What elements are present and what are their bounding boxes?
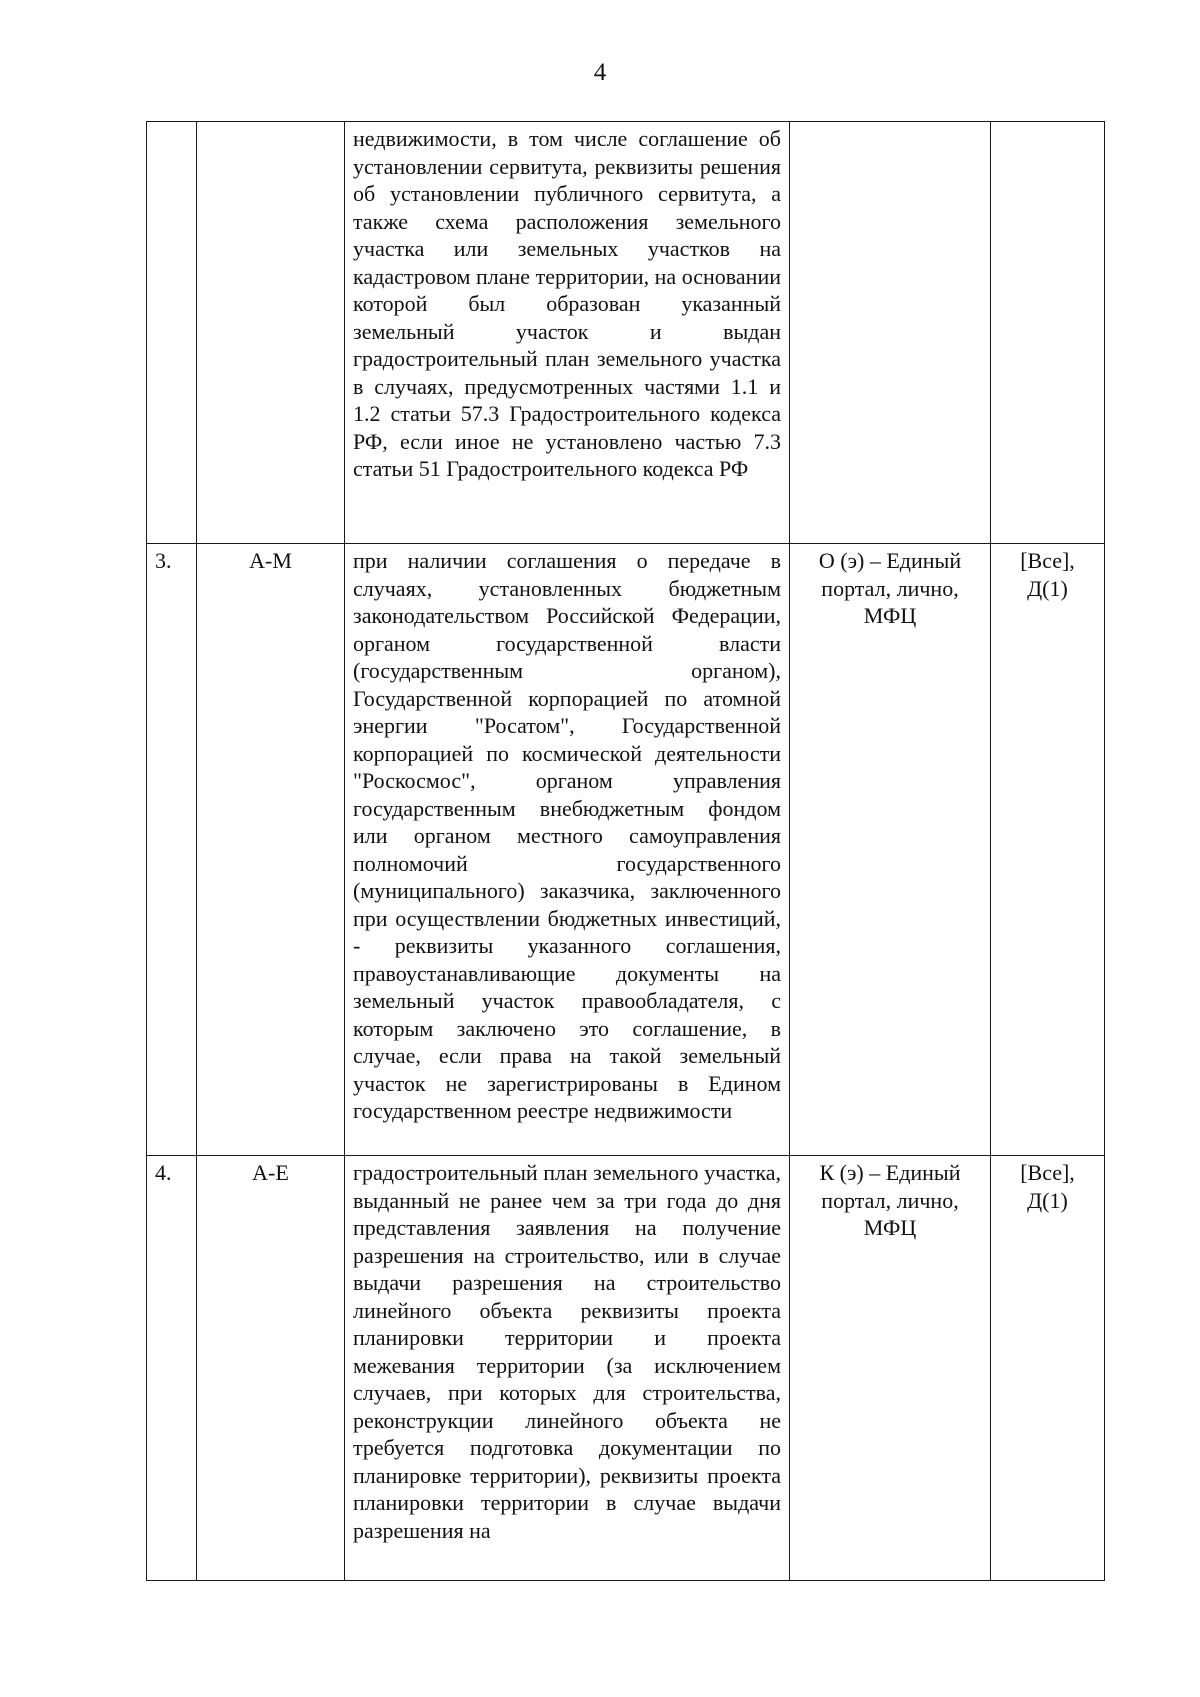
form-line: портал, лично, xyxy=(821,1187,959,1213)
row-description-cell: недвижимости, в том числе соглашение об установлении сервитута, реквизиты решения об установлении публичного сервитута, а также схема расположения земельного участка или земельных участков на кадастровом плане территории, на основании которой был образован указанный земельный участок и выдан градостроительный план земельного участка в случаях, предусмотренных частями 1.1 и 1.2 статьи 57.3 Градостроительного кодекса РФ, если иное не установлено частью 7.3 статьи 51 Градостроительного кодекса РФ xyxy=(345,122,790,544)
page-number: 4 xyxy=(593,59,607,86)
row-number-cell xyxy=(147,122,197,544)
row-description-cell: при наличии соглашения о передаче в случаях, установленных бюджетным законодательством Российской Федерации, органом государственной власти (государственным органом), Государственной корпорацией по атомной энергии "Росатом", Государственной корпорацией по космической деятельности "Роскосмос", органом управления государственным внебюджетным фондом или органом местного самоуправления полномочий государственного (муниципального) заказчика, заключенного при осуществлении бюджетных инвестиций, - реквизиты указанного соглашения, правоустанавливающие документы на земельный участок правообладателя, с которым заключено это соглашение, в случае, если права на такой земельный участок не зарегистрированы в Едином государственном реестре недвижимости xyxy=(345,544,790,1156)
table-row xyxy=(147,1156,1105,1581)
row-form-cell xyxy=(790,544,991,1156)
row-conditions-cell xyxy=(991,1156,1105,1581)
row-form-cell xyxy=(790,1156,991,1581)
document-table xyxy=(146,121,1105,1581)
form-line: О (э) – Единый xyxy=(818,548,962,573)
conditions-line: [Все], xyxy=(1020,548,1075,573)
form-line: МФЦ xyxy=(863,1215,917,1240)
conditions-line: [Все], xyxy=(1020,1160,1075,1185)
row-conditions-cell xyxy=(991,122,1105,544)
conditions-line: Д(1) xyxy=(1027,575,1068,601)
row-code-cell: А-М xyxy=(197,544,345,1156)
table-row xyxy=(147,544,1105,1156)
table-row xyxy=(147,122,1105,544)
form-line: К (э) – Единый xyxy=(819,1160,961,1185)
form-line: МФЦ xyxy=(863,603,917,628)
row-code-cell: А-Е xyxy=(197,1156,345,1581)
row-description-cell: градостроительный план земельного участка, выданный не ранее чем за три года до дня представления заявления на получение разрешения на строительство, или в случае выдачи разрешения на строительство линейного объекта реквизиты проекта планировки территории и проекта межевания территории (за исключением случаев, при которых для строительства, реконструкции линейного объекта не требуется подготовка документации по планировке территории), реквизиты проекта планировки территории в случае выдачи разрешения на xyxy=(345,1156,790,1581)
row-number-cell: 3. xyxy=(147,544,197,1156)
row-form-cell xyxy=(790,122,991,544)
row-number-cell: 4. xyxy=(147,1156,197,1581)
conditions-line: Д(1) xyxy=(1027,1187,1068,1213)
row-conditions-cell xyxy=(991,544,1105,1156)
row-code-cell xyxy=(197,122,345,544)
form-line: портал, лично, xyxy=(821,575,959,601)
